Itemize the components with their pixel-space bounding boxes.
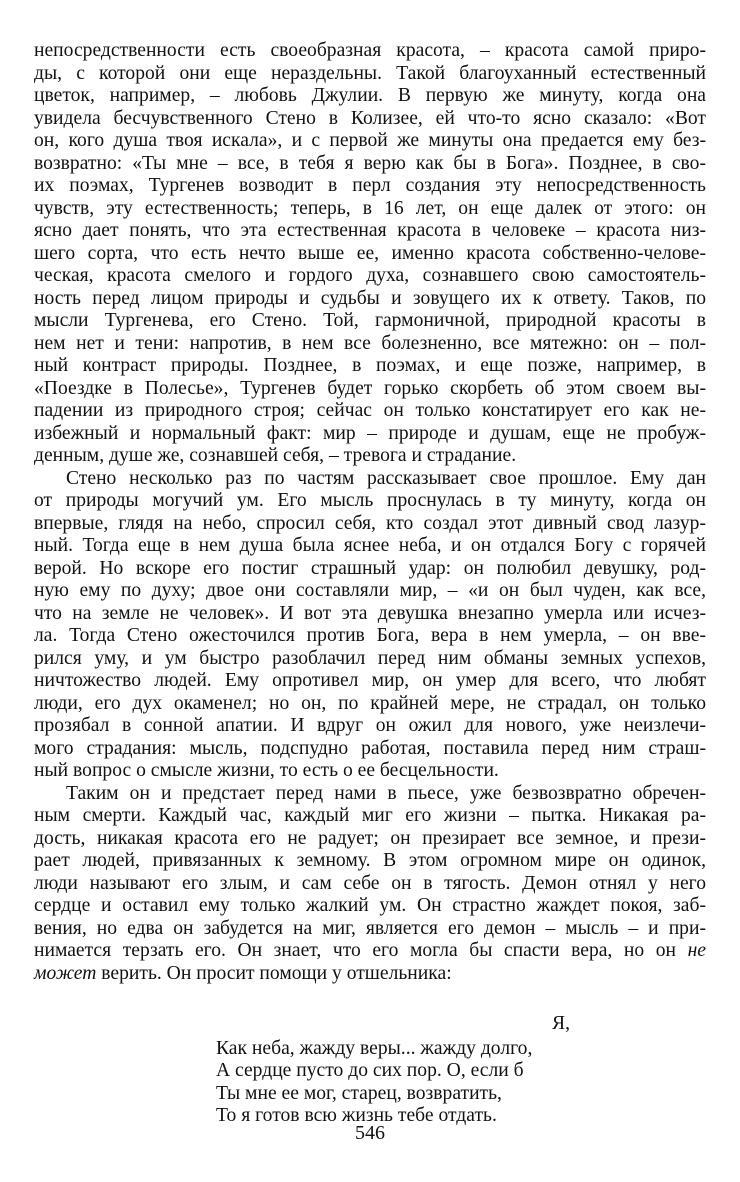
text-line: ную ему по духу; двое они составляли мир, – «и он был чуден, как все, [34, 580, 706, 601]
text-line: люди называют его злым, и сам себе он в тягость. Демон отнял у него [34, 872, 706, 894]
text-line: люди, его дух окаменел; но он, по крайней мере, не страдал, он только [34, 692, 706, 714]
text-line: мого страдания: мысль, подспудно работая, поставила перед ним страш- [34, 737, 706, 759]
text-line: ческая, красота смелого и гордого духа, сознавшего свою самостоятель- [34, 265, 706, 286]
page-number: 546 [355, 1122, 385, 1144]
text-line: сердце и оставил ему только жалкий ум. Он страстно жаждет покоя, заб- [34, 895, 706, 916]
paragraph [34, 468, 706, 783]
text-line: падении из природного строя; сейчас он только констатирует его как не- [34, 400, 706, 421]
text-line: Стено несколько раз по частям рассказывает свое прошлое. Ему дан [66, 467, 706, 489]
text-line: мысли Тургенева, его Стено. Той, гармоничной, природной красоты в [34, 310, 706, 331]
paragraph [34, 783, 706, 986]
text-line: ный контраст природы. Позднее, в поэмах, и еще позже, например, в [34, 355, 706, 376]
text-line: рился уму, и ум быстро разоблачил перед ним обманы земных успехов, [34, 647, 706, 669]
text-line: избежный и нормальный факт: мир – природе и душам, еще не пробуж- [34, 422, 706, 444]
text-line: цветок, например, – любовь Джулии. В первую же минуту, когда она [34, 85, 706, 106]
text-line: чувств, эту естественность; теперь, в 16 лет, он еще далек от этого: он [34, 197, 706, 219]
text-line: ничтожество людей. Ему опротивел мир, он умер для всего, что любят [34, 670, 706, 691]
text-line: что на земле не человек». И вот эта девушка внезапно умерла или исчез- [34, 602, 706, 624]
verse-line: Как неба, жажду веры... жажду долго, [216, 1037, 533, 1059]
paragraph [34, 40, 706, 468]
emphasis-text: может [34, 962, 97, 984]
text-line: шего сорта, что есть нечто выше ее, именно красота собственно-челове- [34, 242, 706, 264]
text-body [34, 40, 706, 985]
text-line: дость, никакая красота его не радует; он презирает все земное, и прези- [34, 827, 706, 849]
text-line: Таким он и предстает перед нами в пьесе, уже безвозвратно обречен- [66, 782, 706, 804]
text-fragment: верить. Он просит помощи у отшельника: [96, 962, 452, 984]
verse-block [216, 1013, 576, 1128]
text-line: денным, душе же, сознавшей себя, – тревога и страдание. [34, 445, 517, 466]
emphasis-text: не [687, 940, 706, 961]
text-line: ный. Тогда еще в нем душа была яснее неба, и он отдался Богу с горячей [34, 535, 706, 556]
text-line: впервые, глядя на небо, спросил себя, кто создал этот дивный свод лазур- [34, 512, 706, 534]
text-line: ным смерти. Каждый час, каждый миг его жизни – пытка. Никакая ра- [34, 805, 706, 826]
verse-line: То я готов всю жизнь тебе отдать. [216, 1105, 497, 1126]
text-line: увидела бесчувственного Стено в Колизее, ей что-то ясно сказало: «Вот [34, 107, 706, 129]
text-line: возвратно: «Ты мне – все, в тебя я верю как бы в Бога». Позднее, в сво- [34, 152, 706, 174]
text-line: рает людей, привязанных к земному. В этом огромном мире он одинок, [34, 850, 706, 871]
text-line: нимается терзать его. Он знает, что его могла бы спасти вера, но он не [34, 940, 706, 961]
text-line: прозябал в сонной апатии. И вдруг он ожил для нового, уже неизлечи- [34, 715, 706, 736]
text-line: непосредственности есть своеобразная красота, – красота самой приро- [34, 40, 706, 61]
text-line: нем нет и тени: напротив, в нем все болезненно, все мятежно: он – пол- [34, 332, 706, 354]
text-line: «Поездке в Полесье», Тургенев будет горько скорбеть об этом своем вы- [34, 377, 706, 399]
text-line: ность перед лицом природы и судьбы и зовущего их к ответу. Таков, по [34, 287, 706, 309]
text-line: от природы могучий ум. Его мысль проснулась в ту минуту, когда он [34, 490, 706, 511]
text-line: верой. Но вскоре его постиг страшный удар: он полюбил девушку, род- [34, 557, 706, 579]
text-line: он, кого душа твоя искала», и с первой же минуты она предается ему без- [34, 130, 706, 151]
text-line: вения, но едва он забудется на миг, является его демон – мысль – и при- [34, 917, 706, 939]
text-line: их поэмах, Тургенев возводит в перл создания эту непосредственность [34, 175, 706, 196]
text-line: ясно дает понять, что эта естественная красота в человеке – красота низ- [34, 220, 706, 241]
verse-speaker: Я, [552, 1013, 570, 1034]
verse-line: Ты мне ее мог, старец, возвратить, [216, 1082, 502, 1104]
text-line: ный вопрос о смысле жизни, то есть о ее бесцельности. [34, 760, 499, 781]
text-line [34, 963, 706, 986]
text-line: ды, с которой они еще нераздельны. Такой благоуханный естественный [34, 62, 706, 84]
document-page [34, 40, 706, 1128]
verse-line: А сердце пусто до сих пор. О, если б [216, 1060, 524, 1081]
text-line: ла. Тогда Стено ожесточился против Бога, вера в нем умерла, – он вве- [34, 625, 706, 646]
